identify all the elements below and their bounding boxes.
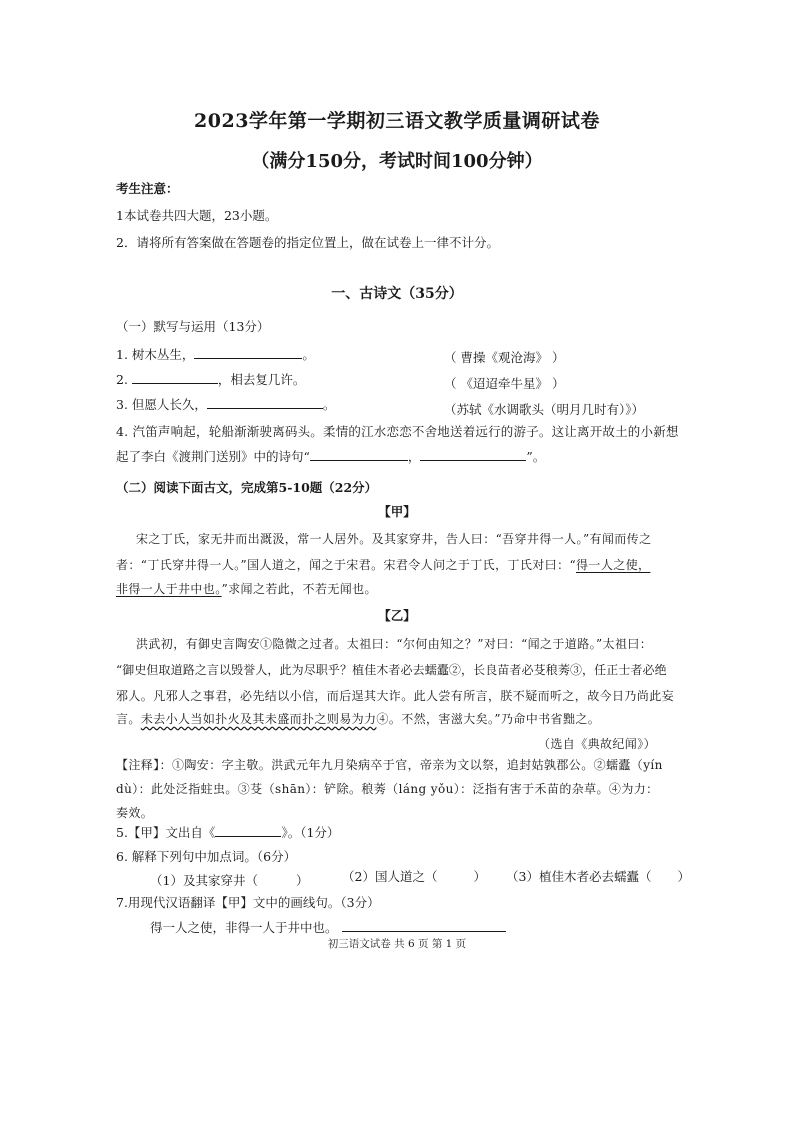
q1-answer-blank[interactable] bbox=[194, 347, 302, 359]
question-7-sentence-line bbox=[150, 918, 506, 936]
yi-line-4 bbox=[116, 710, 600, 727]
notes-line-2: dù）：此处泛指蛀虫。③芟（shān）：铲除。稂莠（láng yǒu）：泛指有害于禾苗的杂草。④为力： bbox=[116, 782, 659, 796]
q3-suffix: 。 bbox=[322, 397, 336, 412]
q6-item-1-close: ） bbox=[295, 873, 309, 888]
exam-title: 2023学年第一学期初三语文教学质量调研试卷 bbox=[194, 110, 600, 132]
question-2 bbox=[116, 370, 305, 388]
q6-item-2-text: （2）国人道之（ bbox=[342, 869, 438, 884]
q7-sentence: 得一人之使，非得一人于井中也。 bbox=[150, 920, 338, 935]
q2-answer-blank[interactable] bbox=[132, 372, 218, 384]
q6-item-1 bbox=[150, 871, 308, 889]
exam-subtitle: （满分150分，考试时间100分钟） bbox=[251, 151, 543, 172]
q1-suffix: 。 bbox=[302, 347, 315, 362]
part1-heading: （一）默写与运用（13分） bbox=[116, 319, 270, 334]
yi-line-2: “御史但取道路之言以毁誉人，此为尽职乎？植佳木者必去蠕蠹②，长良苗者必芟稂莠③，任正士者必绝 bbox=[116, 663, 667, 677]
page-footer: 初三语文试卷 共 6 页 第 1 页 bbox=[327, 938, 467, 950]
jia-line-3 bbox=[116, 580, 377, 597]
yi-source: （选自《典故纪闻》） bbox=[538, 737, 657, 751]
q4-mid: ， bbox=[407, 449, 421, 464]
q2-prefix: 2. bbox=[116, 372, 128, 387]
q3-prefix: 3. 但愿人长久， bbox=[116, 397, 207, 412]
q2-suffix: ，相去复几许。 bbox=[217, 372, 306, 387]
passage-jia-label: 【甲】 bbox=[378, 504, 416, 519]
q2-source: （ 《迢迢牵牛星》 ） bbox=[444, 376, 565, 391]
q5-answer-blank[interactable] bbox=[215, 825, 281, 837]
yi-line-3: 邪人。凡邪人之事君，必先结以小信，而后逞其大诈。此人尝有所言，朕不疑而听之，故今日乃尚此妄 bbox=[116, 689, 675, 703]
yi-wavy-underlined-sentence: 未去小人当如扑火及其未盛而扑之则易为力 bbox=[140, 712, 377, 726]
jia-line-3-text: ”求闻之若此，不若无闻也。 bbox=[221, 582, 377, 596]
q4-suffix: ”。 bbox=[526, 449, 546, 464]
notes-line-3: 奏效。 bbox=[116, 806, 154, 820]
q4-prefix: 起了李白《渡荆门送别》中的诗句“ bbox=[116, 449, 310, 464]
q5-suffix: 》。（1分） bbox=[281, 825, 340, 840]
q6-item-2 bbox=[342, 867, 486, 885]
question-7-prompt: 7.用现代汉语翻译【甲】文中的画线句。（3分） bbox=[116, 895, 380, 910]
q7-answer-blank[interactable] bbox=[342, 920, 506, 932]
q6-item-1-text: （1）及其家穿井（ bbox=[150, 873, 258, 888]
notice-item-1: 1本试卷共四大题，23小题。 bbox=[116, 208, 278, 223]
jia-line-2-text: 者：“丁氏穿井得一人。”国人道之，闻之于宋君。宋君令人问之于丁氏，丁氏对曰：“ bbox=[116, 558, 577, 572]
notes-line-1: 【注释】：①陶安：字主敬。洪武元年九月染病卒于官，帝亲为文以祭，追封姑孰郡公。②蠕蠹（yín bbox=[116, 758, 663, 772]
part2-heading: （二）阅读下面古文，完成第5-10题（22分） bbox=[116, 480, 378, 495]
q6-item-2-close: ） bbox=[473, 869, 486, 884]
q4-answer-blank-2[interactable] bbox=[420, 449, 526, 461]
q4-answer-blank-1[interactable] bbox=[310, 449, 408, 461]
jia-underlined-sentence-part-2: 非得一人于井中也。 bbox=[116, 582, 222, 596]
q6-item-3 bbox=[506, 867, 690, 885]
yi-line-4-start: 言。 bbox=[116, 712, 141, 726]
question-4-line-2 bbox=[116, 447, 545, 465]
section-heading: 一、古诗文（35分） bbox=[331, 286, 463, 302]
question-6-prompt: 6. 解释下列句中加点词。（6分） bbox=[116, 849, 297, 864]
notice-item-2: 2．请将所有答案做在答题卷的指定位置上，做在试卷上一律不计分。 bbox=[116, 235, 499, 250]
yi-line-1: 洪武初，有御史言陶安①隐微之过者。太祖曰：“尔何由知之？”对曰：“闻之于道路。”太祖曰： bbox=[136, 637, 653, 651]
q5-prefix: 5.【甲】文出自《 bbox=[116, 825, 216, 840]
q3-answer-blank[interactable] bbox=[207, 397, 323, 409]
passage-yi-label: 【乙】 bbox=[378, 608, 416, 623]
q1-prefix: 1. 树木丛生， bbox=[116, 347, 195, 362]
q6-item-3-text: （3）植佳木者必去蠕蠹（ bbox=[506, 869, 652, 884]
question-4-line-1: 4. 汽笛声响起，轮船渐渐驶离码头。柔情的江水恋恋不舍地送着远行的游子。这让离开故土的小新想 bbox=[116, 424, 679, 439]
q6-item-3-close: ） bbox=[677, 869, 690, 884]
jia-line-2 bbox=[116, 556, 650, 573]
question-1 bbox=[116, 345, 315, 363]
q1-source: （ 曹操《观沧海》 ） bbox=[444, 350, 565, 365]
q3-source: （苏轼《水调歌头（明月几时有）》） bbox=[444, 402, 645, 417]
jia-underlined-sentence-part-1: 得一人之使， bbox=[576, 558, 651, 572]
question-5 bbox=[116, 823, 339, 841]
question-3 bbox=[116, 395, 335, 413]
jia-line-1: 宋之丁氏，家无井而出溉汲，常一人居外。及其家穿井，告人曰：“吾穿井得一人。”有闻而传之 bbox=[136, 532, 652, 546]
notice-label: 考生注意： bbox=[116, 181, 179, 196]
yi-line-4-end: ④。不然，害滋大矣。”乃命中书省黜之。 bbox=[376, 712, 601, 726]
